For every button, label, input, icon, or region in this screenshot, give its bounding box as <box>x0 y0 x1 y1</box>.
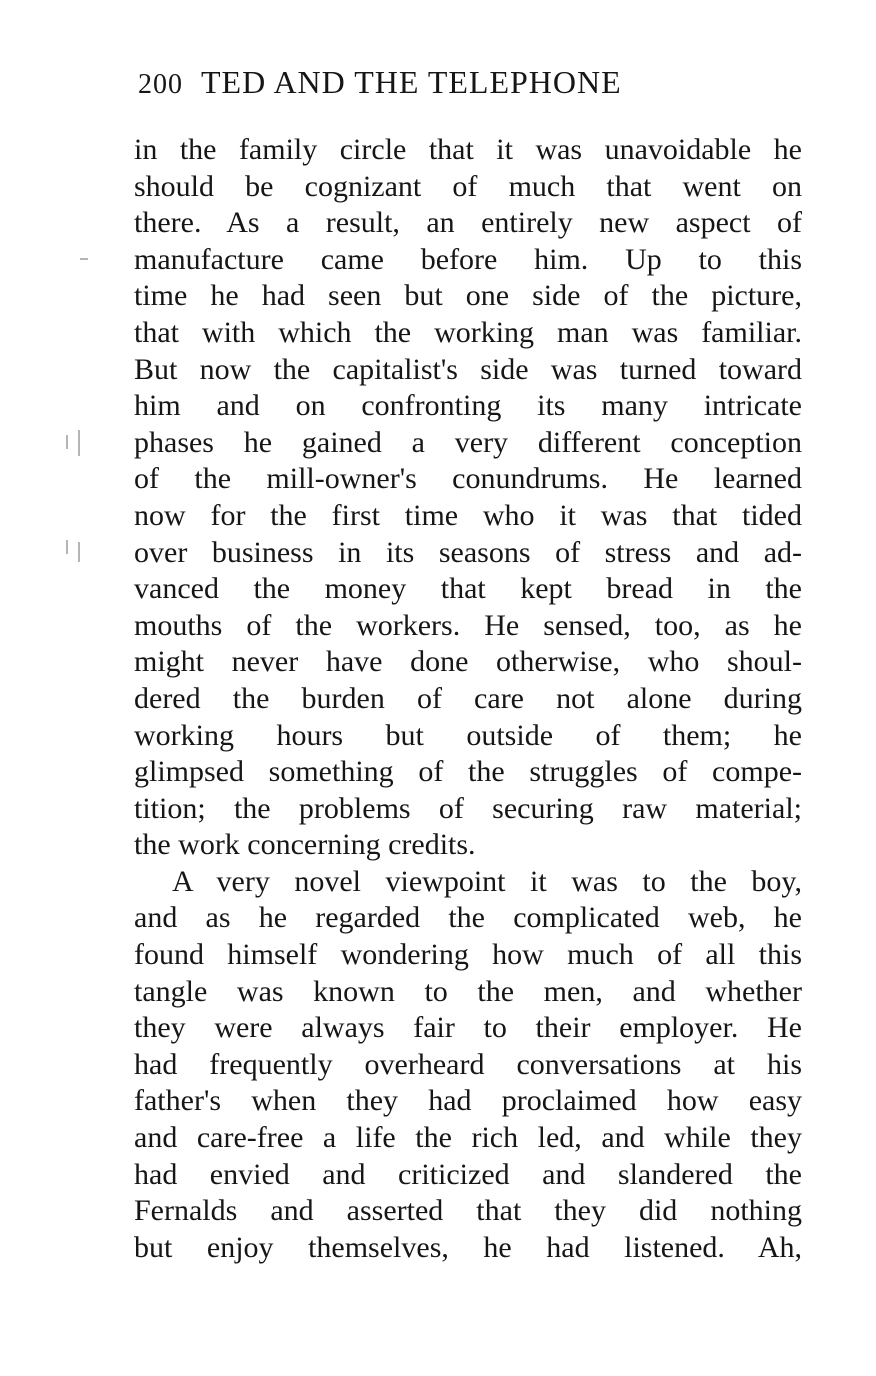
text-line: over business in its seasons of stress and ad- <box>134 535 802 569</box>
running-head <box>138 64 808 108</box>
scan-speck <box>66 540 68 554</box>
text-line: should be cognizant of much that went on <box>134 169 802 203</box>
text-line: phases he gained a very different conception <box>134 425 802 459</box>
text-line: vanced the money that kept bread in the <box>134 572 802 606</box>
text-line: tition; the problems of securing raw material; <box>134 791 802 825</box>
paragraph-1 <box>134 132 802 864</box>
text-line: had frequently overheard conversations at his <box>134 1047 802 1081</box>
text-line: But now the capitalist's side was turned toward <box>134 352 802 386</box>
text-line: but enjoy themselves, he had listened. Ah, <box>134 1230 802 1264</box>
paragraph-2 <box>134 864 802 1267</box>
scan-speck <box>66 435 68 449</box>
text-line: glimpsed something of the struggles of compe- <box>134 755 802 789</box>
scan-speck <box>78 430 80 456</box>
text-line: Fernalds and asserted that they did nothing <box>134 1194 802 1228</box>
text-line: now for the first time who it was that tided <box>134 498 802 532</box>
page-number: 200 <box>138 69 183 100</box>
text-line: the work concerning credits. <box>134 828 476 862</box>
text-line: there. As a result, an entirely new aspect of <box>134 206 802 240</box>
text-line: tangle was known to the men, and whether <box>134 974 802 1008</box>
text-line: found himself wondering how much of all this <box>134 938 802 972</box>
margin-scan-marks <box>58 250 98 580</box>
text-line: that with which the working man was familiar. <box>134 315 802 349</box>
text-line: dered the burden of care not alone during <box>134 681 802 715</box>
text-line: of the mill-owner's conundrums. He learned <box>134 462 802 496</box>
text-line: him and on confronting its many intricate <box>134 389 802 423</box>
text-line: and care-free a life the rich led, and while they <box>134 1121 802 1155</box>
scan-speck <box>80 258 88 260</box>
text-line: time he had seen but one side of the picture, <box>134 279 802 313</box>
text-line: father's when they had proclaimed how easy <box>134 1084 802 1118</box>
text-line: in the family circle that it was unavoidable he <box>134 133 802 166</box>
text-line: manufacture came before him. Up to this <box>134 242 802 276</box>
body-text <box>134 132 802 1266</box>
running-title: TED AND THE TELEPHONE <box>201 64 622 100</box>
text-line: they were always fair to their employer. He <box>134 1011 802 1045</box>
text-line: mouths of the workers. He sensed, too, as he <box>134 608 802 642</box>
scan-speck <box>78 542 80 562</box>
text-line: A very novel viewpoint it was to the boy, <box>172 864 802 898</box>
text-line: might never have done otherwise, who shoul- <box>134 645 802 679</box>
text-line: working hours but outside of them; he <box>134 718 802 752</box>
text-line: had envied and criticized and slandered the <box>134 1157 802 1191</box>
text-line: and as he regarded the complicated web, he <box>134 901 802 935</box>
